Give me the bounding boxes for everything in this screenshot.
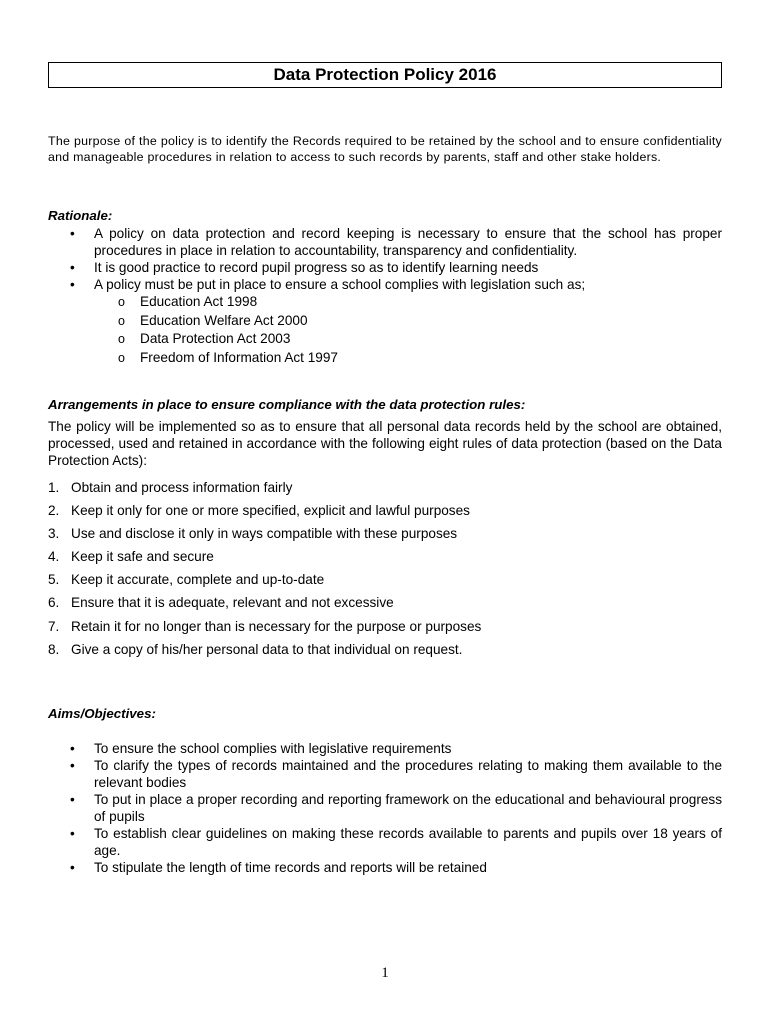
rule-number: 5. <box>48 572 60 588</box>
bullet-icon: • <box>70 758 75 773</box>
rule-number: 1. <box>48 480 60 495</box>
rule-item <box>48 591 722 614</box>
legislation-item-text: Education Act 1998 <box>140 294 258 309</box>
bullet-icon: • <box>70 226 75 241</box>
aims-list <box>48 740 722 876</box>
rule-text: Keep it accurate, complete and up-to-date <box>71 572 325 588</box>
list-item-text: It is good practice to record pupil progress so as to identify learning needs <box>94 260 539 275</box>
rule-number: 4. <box>48 549 60 565</box>
circle-bullet-icon: o <box>118 295 125 309</box>
legislation-item-text: Freedom of Information Act 1997 <box>140 349 338 365</box>
rule-text: Ensure that it is adequate, relevant and not excessive <box>71 595 394 611</box>
rule-number: 3. <box>48 526 60 542</box>
list-item-text: To stipulate the length of time records and reports will be retained <box>94 860 487 875</box>
document-title: Data Protection Policy 2016 <box>48 62 722 88</box>
list-item <box>48 859 722 876</box>
rule-text: Retain it for no longer than is necessary for the purpose or purposes <box>71 618 482 634</box>
list-item-text: A policy must be put in place to ensure a school complies with legislation such as; <box>94 277 586 292</box>
bullet-icon: • <box>70 826 75 841</box>
rationale-list <box>48 225 722 367</box>
rule-item <box>48 476 722 499</box>
rule-number: 7. <box>48 618 60 634</box>
list-item <box>48 276 722 367</box>
bullet-icon: • <box>70 741 75 756</box>
aims-heading: Aims/Objectives: <box>48 706 156 721</box>
rule-text: Keep it safe and secure <box>71 549 214 565</box>
legislation-item <box>94 293 722 312</box>
arrangements-paragraph: The policy will be implemented so as to ensure that all personal data records held by the school are obtained, processed, used and retained in accordance with the following eight rules of data protection (based on the Data Protection Acts): <box>48 419 722 468</box>
rule-item <box>48 522 722 545</box>
rule-text: Use and disclose it only in ways compatible with these purposes <box>71 526 458 542</box>
list-item <box>48 259 722 276</box>
list-item <box>48 825 722 859</box>
rule-number: 8. <box>48 641 60 657</box>
rules-list <box>48 476 722 661</box>
bullet-icon: • <box>70 860 75 875</box>
rule-text: Keep it only for one or more specified, explicit and lawful purposes <box>71 503 470 519</box>
list-item <box>48 757 722 791</box>
circle-bullet-icon: o <box>118 350 125 365</box>
intro-paragraph: The purpose of the policy is to identify the Records required to be retained by the school and to ensure confidentiality and manageable procedures in relation to access to such records by parents, staff and other stake holders. <box>48 134 722 164</box>
list-item <box>48 225 722 259</box>
rule-number: 2. <box>48 503 60 519</box>
rule-text: Obtain and process information fairly <box>71 480 293 495</box>
rule-text: Give a copy of his/her personal data to that individual on request. <box>71 641 463 657</box>
legislation-item <box>94 330 722 349</box>
legislation-list <box>94 293 722 367</box>
arrangements-heading: Arrangements in place to ensure compliance with the data protection rules: <box>48 397 526 412</box>
rule-number: 6. <box>48 595 60 611</box>
rule-item <box>48 499 722 522</box>
circle-bullet-icon: o <box>118 313 125 328</box>
list-item <box>48 740 722 757</box>
legislation-item-text: Data Protection Act 2003 <box>140 331 291 346</box>
list-item-text: A policy on data protection and record keeping is necessary to ensure that the school has proper procedures in place in relation to accountability, transparency and confidentiality. <box>94 226 722 258</box>
page-number: 1 <box>381 965 389 981</box>
list-item <box>48 791 722 825</box>
rule-item <box>48 615 722 638</box>
rule-item <box>48 568 722 591</box>
rule-item <box>48 638 722 661</box>
bullet-icon: • <box>70 792 75 807</box>
list-item-text: To clarify the types of records maintained and the procedures relating to making them available to the relevant bodies <box>94 758 722 790</box>
circle-bullet-icon: o <box>118 332 125 346</box>
rule-item <box>48 545 722 568</box>
bullet-icon: • <box>70 260 75 275</box>
bullet-icon: • <box>70 277 75 292</box>
legislation-item-text: Education Welfare Act 2000 <box>140 312 308 328</box>
rationale-heading: Rationale: <box>48 208 113 223</box>
list-item-text: To establish clear guidelines on making these records available to parents and pupils over 18 years of age. <box>94 826 722 858</box>
list-item-text: To ensure the school complies with legislative requirements <box>94 741 452 756</box>
legislation-item <box>94 349 722 368</box>
legislation-item <box>94 312 722 331</box>
list-item-text: To put in place a proper recording and reporting framework on the educational and behavioural progress of pupils <box>94 792 722 824</box>
